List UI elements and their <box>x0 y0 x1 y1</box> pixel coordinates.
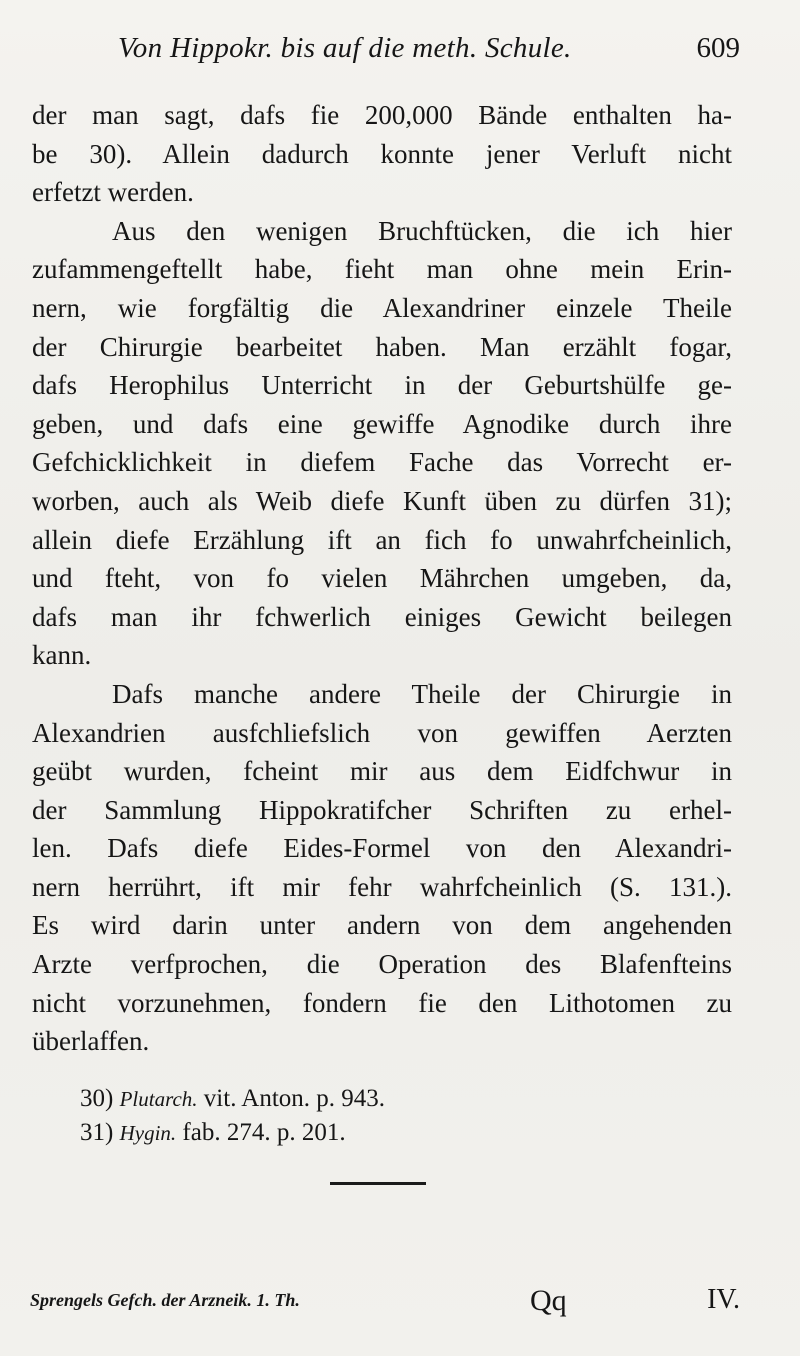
text-line: überlaffen. <box>32 1026 150 1057</box>
footnote-citation: vit. Anton. p. 943. <box>203 1085 386 1112</box>
section-rule <box>330 1182 426 1185</box>
text-line: worben, auch als Weib diefe Kunft üben zu dürfen 31); <box>32 485 732 516</box>
running-head: Von Hippokr. bis auf die meth. Schule. <box>118 32 572 64</box>
text-line: der man sagt, dafs fie 200,000 Bände enthalten ha- <box>32 100 732 130</box>
footnote-marker: 31) <box>80 1119 114 1146</box>
text-line: nern herrührt, ift mir fehr wahrfcheinlich (S. 131.). <box>32 871 732 902</box>
footnote-author: Hygin. <box>119 1121 177 1145</box>
text-line: dafs man ihr fchwerlich einiges Gewicht beilegen <box>32 601 732 632</box>
footnote <box>80 1116 385 1150</box>
page-number: 609 <box>696 32 740 64</box>
text-line: und fteht, von fo vielen Mährchen umgeben, da, <box>32 563 732 594</box>
text-line: kann. <box>32 640 92 671</box>
page-footer <box>30 1286 740 1320</box>
text-line: erfetzt werden. <box>32 177 194 208</box>
text-line: zufammengeftellt habe, fieht man ohne mein Erin- <box>32 254 732 285</box>
text-line: Arzte verfprochen, die Operation des Blafenfteins <box>32 949 732 980</box>
text-line: dafs Herophilus Unterricht in der Geburtshülfe ge- <box>32 370 732 401</box>
text-line: be 30). Allein dadurch konnte jener Verluft nicht <box>32 138 732 169</box>
footnote-citation: fab. 274. p. 201. <box>182 1119 346 1146</box>
footnote-author: Plutarch. <box>119 1087 198 1111</box>
footnote-marker: 30) <box>80 1085 114 1112</box>
text-line: allein diefe Erzählung ift an fich fo unwahrfcheinlich, <box>32 524 732 555</box>
text-line: geübt wurden, fcheint mir aus dem Eidfchwur in <box>32 756 732 787</box>
text-line: der Chirurgie bearbeitet haben. Man erzählt fogar, <box>32 331 732 362</box>
text-line: len. Dafs diefe Eides-Formel von den Alexandri- <box>32 833 732 864</box>
volume-mark: IV. <box>707 1284 740 1315</box>
text-line: der Sammlung Hippokratifcher Schriften zu erhel- <box>32 794 732 825</box>
text-line: Gefchicklichkeit in diefem Fache das Vorrecht er- <box>32 447 732 478</box>
page-header <box>110 32 740 72</box>
text-line: nicht vorzunehmen, fondern fie den Lithotomen zu <box>32 987 732 1018</box>
text-line: geben, und dafs eine gewiffe Agnodike durch ihre <box>32 408 732 439</box>
main-text <box>32 96 732 1061</box>
footnote <box>80 1082 385 1116</box>
text-line: Es wird darin unter andern von dem angehenden <box>32 910 732 941</box>
text-line: Alexandrien ausfchliefslich von gewiffen Aerzten <box>32 717 732 748</box>
text-line: nern, wie forgfältig die Alexandriner einzele Theile <box>32 292 732 323</box>
signature-line: Sprengels Gefch. der Arzneik. 1. Th. <box>30 1290 300 1310</box>
text-line: Aus den wenigen Bruchftücken, die ich hier <box>112 215 732 246</box>
footnotes <box>80 1082 385 1150</box>
signature-mark: Qq <box>530 1284 567 1317</box>
text-line: Dafs manche andere Theile der Chirurgie in <box>112 678 732 709</box>
